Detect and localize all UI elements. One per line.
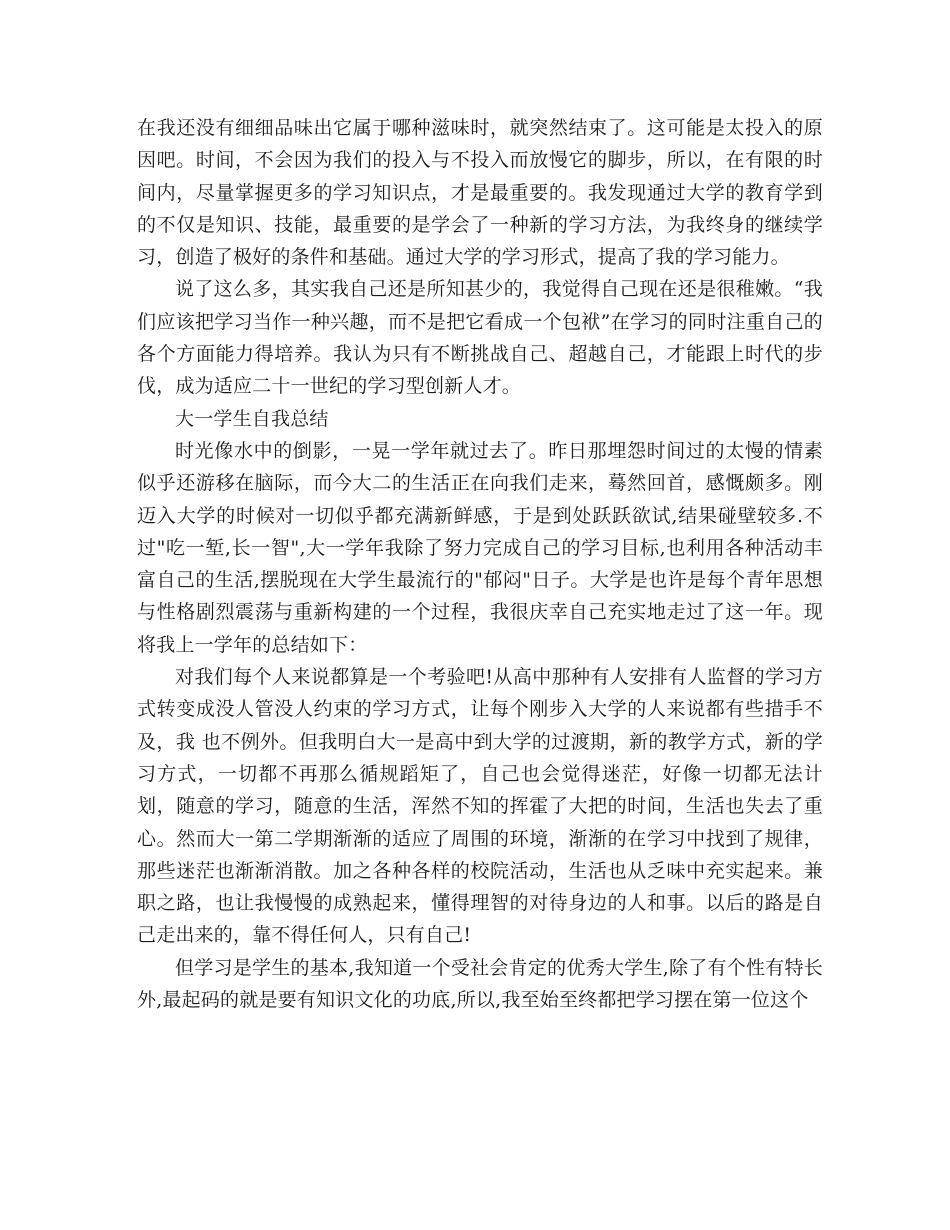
document-body	[137, 112, 823, 1016]
paragraph-study: 但学习是学生的基本,我知道一个受社会肯定的优秀大学生,除了有个性有特长外,最起码的就是要有知识文化的功底,所以,我至始至终都把学习摆在第一位这个	[137, 956, 823, 1012]
paragraph-reflection: 说了这么多，其实我自己还是所知甚少的，我觉得自己现在还是很稚嫩。“我们应该把学习当作一种兴趣，而不是把它看成一个包袱”在学习的同时注重自己的各个方面能力得培养。我认为只有不断挑战自己、超越自己，才能跟上时代的步伐，成为适应二十一世纪的学习型创新人才。	[137, 278, 823, 398]
paragraph-intro: 时光像水中的倒影，一晃一学年就过去了。昨日那埋怨时间过的太慢的情素似乎还游移在脑际，而今大二的生活正在向我们走来，蓦然回首，感慨颇多。刚迈入大学的时候对一切似乎都充满新鲜感，于是到处跃跃欲试,结果碰壁较多.不过"吃一堑,长一智",大一学年我除了努力完成自己的学习目标,也利用各种活动丰富自己的生活,摆脱现在大学生最流行的"郁闷"日子。大学是也许是每个青年思想与性格剧烈震荡与重新构建的一个过程，我很庆幸自己充实地走过了这一年。现将我上一学年的总结如下：	[137, 439, 823, 656]
paragraph-continuation: 在我还没有细细品味出它属于哪种滋味时，就突然结束了。这可能是太投入的原因吧。时间，不会因为我们的投入与不投入而放慢它的脚步，所以，在有限的时间内，尽量掌握更多的学习知识点，才是最重要的。我发现通过大学的教育学到的不仅是知识、技能，最重要的是学会了一种新的学习方法，为我终身的继续学习，创造了极好的条件和基础。通过大学的学习形式，提高了我的学习能力。	[137, 117, 823, 269]
section-heading: 大一学生自我总结	[175, 407, 329, 430]
paragraph-transition: 对我们每个人来说都算是一个考验吧!从高中那种有人安排有人监督的学习方式转变成没人管没人约束的学习方式，让每个刚步入大学的人来说都有些措手不及，我 也不例外。但我明白大一是高中到大学的过渡期，新的教学方式，新的学习方式，一切都不再那么循规蹈矩了，自己也会觉得迷茫，好像一切都无法计划，随意的学习，随意的生活，浑然不知的挥霍了大把的时间，生活也失去了重心。然而大一第二学期渐渐的适应了周围的环境，渐渐的在学习中找到了规律，那些迷茫也渐渐消散。加之各种各样的校院活动，生活也从乏味中充实起来。兼职之路，也让我慢慢的成熟起来，懂得理智的对待身边的人和事。以后的路是自己走出来的，靠不得任何人，只有自己!	[137, 666, 823, 947]
